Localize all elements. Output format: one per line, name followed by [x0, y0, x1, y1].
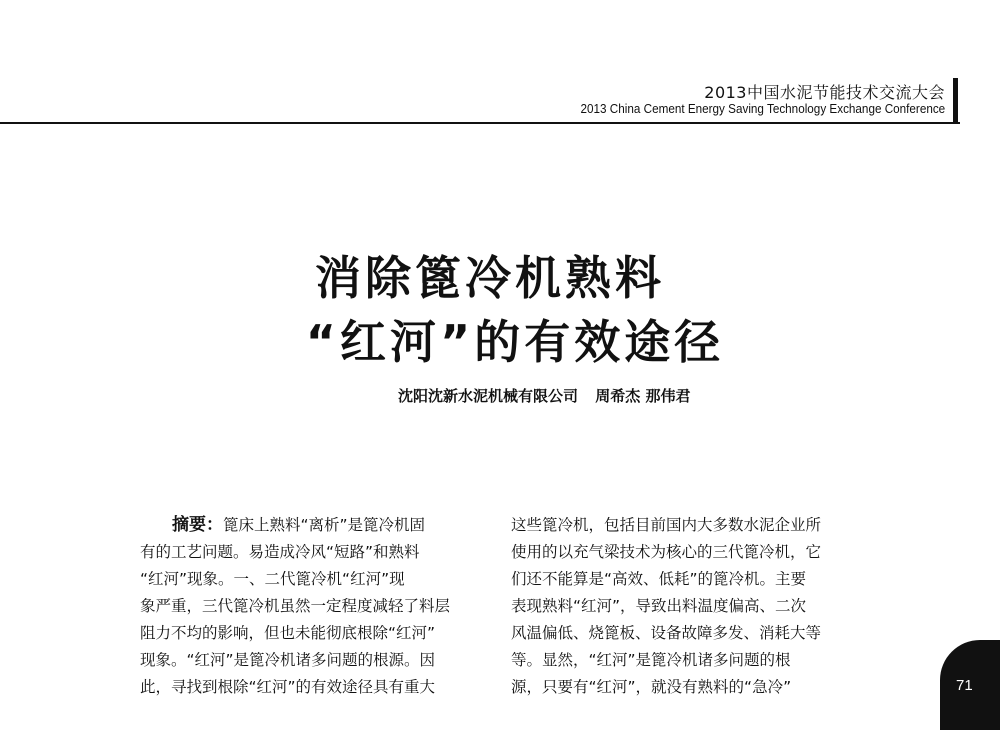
abstract-left-column — [140, 512, 495, 701]
header-accent-bar — [953, 78, 958, 124]
abstract-line: 有的工艺问题。易造成冷风“短路”和熟料 — [140, 543, 420, 561]
author-line — [398, 385, 690, 406]
abstract-line: 表现熟料“红河”，导致出料温度偏高、二次 — [511, 597, 807, 615]
abstract-line — [140, 512, 495, 539]
page-number: 71 — [956, 677, 973, 694]
conference-title-en: 2013 China Cement Energy Saving Technology Exchange Conference — [580, 101, 945, 116]
abstract-line: 们还不能算是“高效、低耗”的篦冷机。主要 — [511, 570, 807, 588]
abstract-text: 篦床上熟料“离析”是篦冷机固 — [223, 516, 426, 534]
abstract-line: 源，只要有“红河”，就没有熟料的“急冷” — [511, 678, 792, 696]
header-rule — [0, 122, 960, 124]
paper-title-line2: “红河”的有效途径 — [305, 315, 725, 369]
abstract-right-column — [511, 512, 866, 701]
abstract-label: 摘要： — [172, 515, 223, 535]
author-names: 周希杰 那伟君 — [595, 387, 691, 405]
abstract-line: 象严重，三代篦冷机虽然一定程度减轻了料层 — [140, 597, 451, 615]
abstract-line: 现象。“红河”是篦冷机诸多问题的根源。因 — [140, 651, 436, 669]
abstract-line: 风温偏低、烧篦板、设备故障多发、消耗大等 — [511, 624, 822, 642]
paper-title-line1: 消除篦冷机熟料 — [315, 251, 665, 305]
abstract-line: 等。显然，“红河”是篦冷机诸多问题的根 — [511, 651, 791, 669]
abstract-line: 使用的以充气梁技术为核心的三代篦冷机，它 — [511, 543, 822, 561]
author-affiliation: 沈阳沈新水泥机械有限公司 — [398, 387, 579, 405]
conference-title-cn: 2013中国水泥节能技术交流大会 — [704, 83, 945, 102]
abstract-line: 这些篦冷机，包括目前国内大多数水泥企业所 — [511, 516, 822, 534]
abstract-line: 此，寻找到根除“红河”的有效途径具有重大 — [140, 678, 436, 696]
abstract-line: “红河”现象。一、二代篦冷机“红河”现 — [140, 570, 405, 588]
abstract-line: 阻力不均的影响，但也未能彻底根除“红河” — [140, 624, 436, 642]
